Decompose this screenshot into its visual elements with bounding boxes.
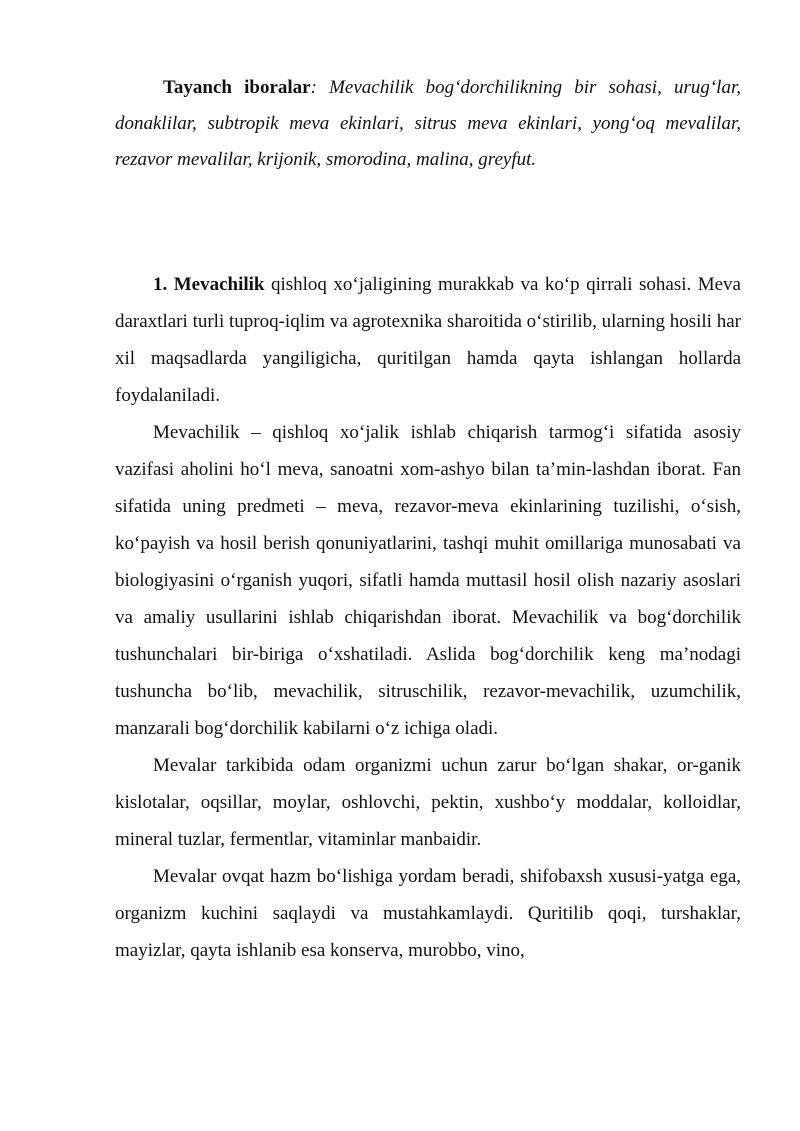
keywords-paragraph (115, 70, 741, 178)
keywords-colon: : (310, 77, 317, 98)
paragraph-1-text: qishloq xo‘jaligining murakkab va ko‘p qirrali sohasi. Meva daraxtlari turli tuproq-iqlim va agrotexnika sharoitida o‘stirilib, ularning hosili har xil maqsadlarda yangiligicha, quritilgan hamda qayta ishlangan hollarda foydalaniladi. (115, 274, 741, 406)
body-text (115, 266, 741, 969)
paragraph-1 (115, 266, 741, 414)
keywords-label: Tayanch iboralar (163, 77, 311, 98)
document-page (115, 70, 741, 969)
paragraph-2: Mevachilik – qishloq xo‘jalik ishlab chiqarish tarmog‘i sifatida asosiy vazifasi aholini ho‘l meva, sanoatni xom-ashyo bilan ta’min-lashdan iborat. Fan sifatida uning predmeti – meva, rezavor-meva ekinlarining tuzilishi, o‘sish, ko‘payish va hosil berish qonuniyatlarini, tashqi muhit omillariga munosabati va biologiyasini o‘rganish yuqori, sifatli hamda muttasil hosil olish nazariy asoslari va amaliy usullarini ishlab chiqarishdan iborat. Mevachilik va bog‘dorchilik tushunchalari bir-biriga o‘xshatiladi. Aslida bog‘dorchilik keng ma’nodagi tushuncha bo‘lib, mevachilik, sitruschilik, rezavor-mevachilik, uzumchilik, manzarali bog‘dorchilik kabilarni o‘z ichiga oladi. (115, 422, 741, 739)
paragraph-4: Mevalar ovqat hazm bo‘lishiga yordam beradi, shifobaxsh xususi-yatga ega, organizm kuchini saqlaydi va mustahkamlaydi. Quritilib qoqi, turshaklar, mayizlar, qayta ishlanib esa konserva, murobbo, vino, (115, 866, 741, 961)
paragraph-3: Mevalar tarkibida odam organizmi uchun zarur bo‘lgan shakar, or-ganik kislotalar, oqsillar, moylar, oshlovchi, pektin, xushbo‘y moddalar, kolloidlar, mineral tuzlar, fermentlar, vitaminlar manbaidir. (115, 755, 741, 850)
keywords-list: Mevachilik bog‘dorchilikning bir sohasi, urug‘lar, donaklilar, subtropik meva ekinlari, sitrus meva ekinlari, yong‘oq mevalilar, rezavor mevalilar, krijonik, smorodina, malina, greyfut. (115, 77, 741, 170)
section-heading: 1. Mevachilik (153, 274, 265, 295)
